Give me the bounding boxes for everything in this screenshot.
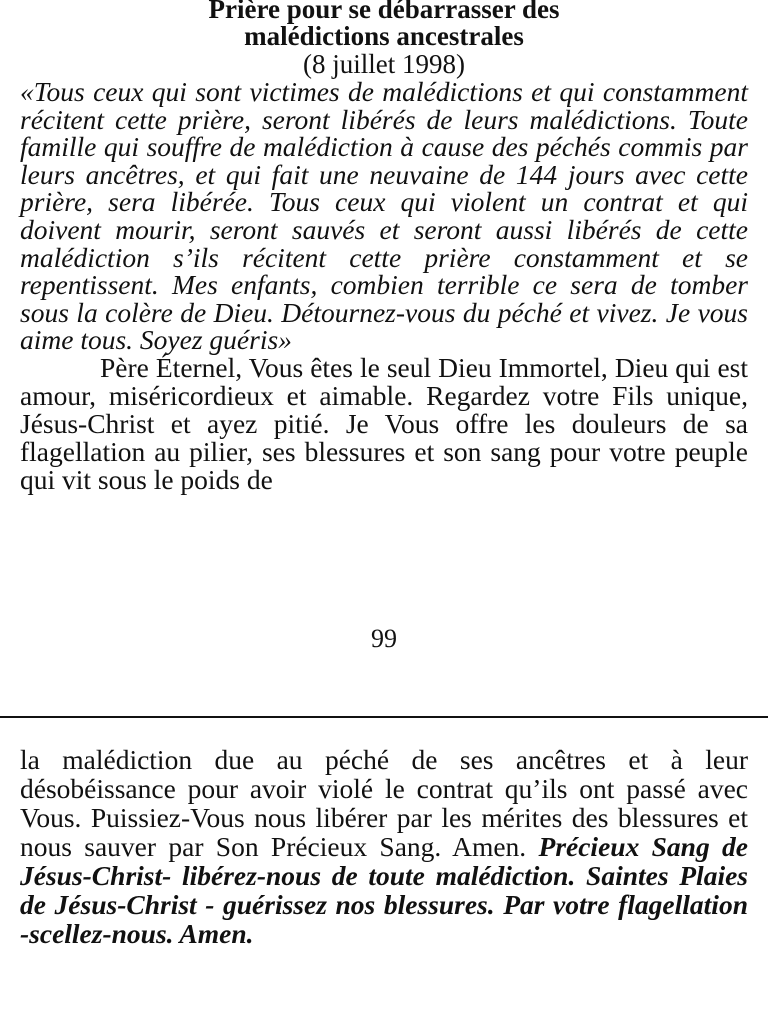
prayer-title-line-2: malédictions ancestrales [244, 21, 524, 51]
page-divider [0, 716, 768, 718]
quote-paragraph: «Tous ceux qui sont victimes de malédictions et qui constamment récitent cette prière, seront libérés de leurs malédictions. Toute famille qui souffre de malédiction à cause des péchés commis par leurs ancêtres, et qui fait une neuvaine de 144 jours avec cette prière, sera libérée. Tous ceux qui violent un contrat et qui doivent mourir, seront sauvés et seront aussi libérés de cette malédiction s’ils récitent cette prière constamment et se repentissent. Mes enfants, combien terrible ce sera de tomber sous la colère de Dieu. Détournez-vous du péché et vivez. Je vous aime tous. Soyez guéris» [20, 76, 748, 356]
closing-invocation: Précieux Sang de Jésus-Christ- libérez-nous de toute malédiction. Saintes Plaies de Jésus-Christ - guérissez nos blessures. Par votre flagellation -scellez-nous. Amen. [20, 831, 748, 949]
page-top [20, 0, 748, 494]
continued-paragraph [20, 745, 748, 948]
prayer-title-line-1: Prière pour se débarrasser des [208, 0, 560, 24]
prayer-paragraph: Père Éternel, Vous êtes le seul Dieu Immortel, Dieu qui est amour, miséricordieux et aimable. Regardez votre Fils unique, Jésus-Christ et ayez pitié. Je Vous offre les douleurs de sa flagellation au pilier, ses blessures et son sang pour votre peuple qui vit sous le poids de [20, 351, 748, 495]
prayer-title [20, 0, 748, 50]
page-bottom [20, 745, 748, 948]
continued-text: la malédiction due au péché de ses ancêtres et à leur désobéissance pour avoir violé le contrat qu’ils ont passé avec Vous. Puissiez-Vous nous libérer par les mérites des blessures et nous sauver par Son Précieux Sang. Amen. [20, 744, 748, 862]
page-number: 99 [371, 624, 397, 653]
prayer-date: (8 juillet 1998) [303, 49, 465, 79]
